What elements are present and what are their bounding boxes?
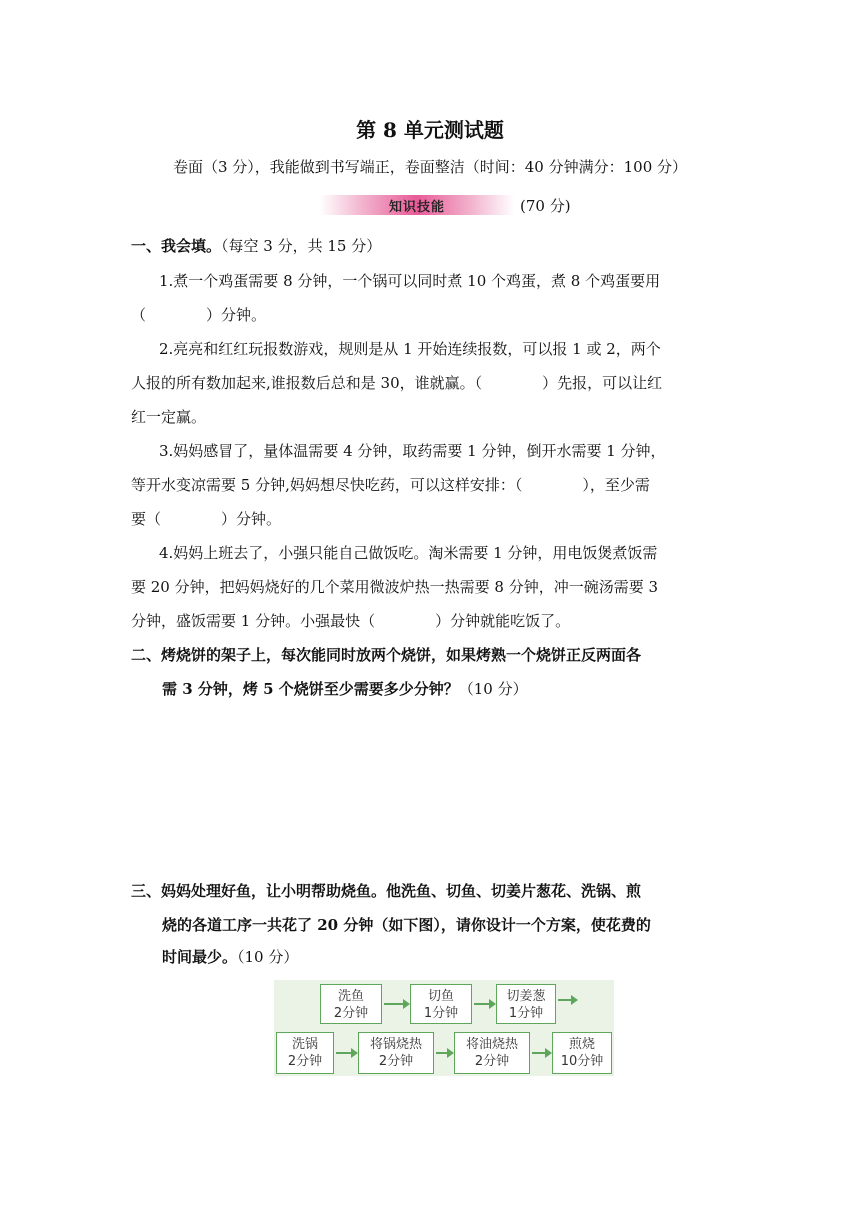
step-name: 切鱼 [427,989,454,1004]
arrow-right [384,1003,404,1005]
arrow-right [558,999,572,1001]
q2-line-2: 人报的所有数加起来,谁报数后总和是 30，谁就赢。（ ）先报，可以让红 [131,374,663,392]
banner-score: (70 分) [520,196,571,215]
process-flow-diagram [274,980,614,1076]
step-wash-wok [276,1032,334,1074]
step-time: 1分钟 [508,1006,544,1021]
section1-heading: 一、我会填。 [131,237,222,255]
section1-heading-line [131,235,381,256]
step-cut-ginger-scallion [496,984,556,1024]
banner-label: 知识技能 [388,199,445,215]
step-time: 2分钟 [378,1054,414,1069]
step-time: 2分钟 [333,1006,369,1021]
section3-points: （10 分） [237,948,299,966]
q4-line-3: 分钟，盛饭需要 1 分钟。小强最快（ ）分钟就能吃饭了。 [131,612,571,630]
section-banner [320,193,571,217]
q4-line-1: 4.妈妈上班去了，小强只能自己做饭吃。淘米需要 1 分钟，用电饭煲煮饭需 [159,544,658,562]
step-time: 10分钟 [560,1054,604,1069]
section1-points: （每空 3 分，共 15 分） [221,237,382,255]
arrow-right [532,1052,546,1054]
step-heat-oil [454,1032,530,1074]
section2-line-1: 二、烤烧饼的架子上，每次能同时放两个烧饼，如果烤熟一个烧饼正反两面各 [131,646,642,664]
section3-line-3: 时间最少。 [162,948,238,966]
step-name: 洗鱼 [337,989,364,1004]
banner-ribbon [320,195,514,215]
q2-line-3: 红一定赢。 [131,408,207,426]
section2-line-2-wrap [162,678,528,699]
section3-line-3-wrap [162,946,298,967]
step-cut-fish [410,984,472,1024]
step-name: 洗锅 [291,1037,318,1052]
page-subtitle: 卷面（3 分），我能做到书写端正，卷面整洁（时间：40 分钟满分：100 分） [172,158,688,176]
q3-line-1: 3.妈妈感冒了，量体温需要 4 分钟，取药需要 1 分钟，倒开水需要 1 分钟， [159,442,666,460]
step-time: 2分钟 [474,1054,510,1069]
step-time: 2分钟 [287,1054,323,1069]
q3-line-2: 等开水变凉需要 5 分钟,妈妈想尽快吃药，可以这样安排：（ ），至少需 [131,476,650,494]
step-pan-fry [552,1032,612,1074]
q2-line-1: 2.亮亮和红红玩报数游戏，规则是从 1 开始连续报数，可以报 1 或 2，两个 [159,340,661,358]
q4-line-2: 要 20 分钟，把妈妈烧好的几个菜用微波炉热一热需要 8 分钟，冲一碗汤需要 3 [131,578,659,596]
step-name: 切姜葱 [506,989,546,1004]
section3-line-2: 烧的各道工序一共花了 20 分钟（如下图），请你设计一个方案，使花费的 [162,916,651,934]
step-time: 1分钟 [423,1006,459,1021]
step-name: 煎烧 [568,1037,595,1052]
arrow-right [474,1003,490,1005]
step-heat-wok [358,1032,434,1074]
q1-line-1: 1.煮一个鸡蛋需要 8 分钟，一个锅可以同时煮 10 个鸡蛋，煮 8 个鸡蛋要用 [159,272,661,290]
section3-line-1: 三、妈妈处理好鱼，让小明帮助烧鱼。他洗鱼、切鱼、切姜片葱花、洗锅、煎 [131,882,642,900]
step-name: 将油烧热 [465,1037,518,1052]
arrow-right [336,1052,352,1054]
q1-line-2: （ ）分钟。 [131,306,267,324]
section2-points: （10 分） [458,680,528,698]
arrow-right [436,1052,448,1054]
q3-line-3: 要（ ）分钟。 [131,510,282,528]
page-title: 第 8 单元测试题 [356,118,504,142]
section2-line-2: 需 3 分钟，烤 5 个烧饼至少需要多少分钟？ [162,680,459,698]
step-name: 将锅烧热 [369,1037,422,1052]
step-wash-fish [320,984,382,1024]
